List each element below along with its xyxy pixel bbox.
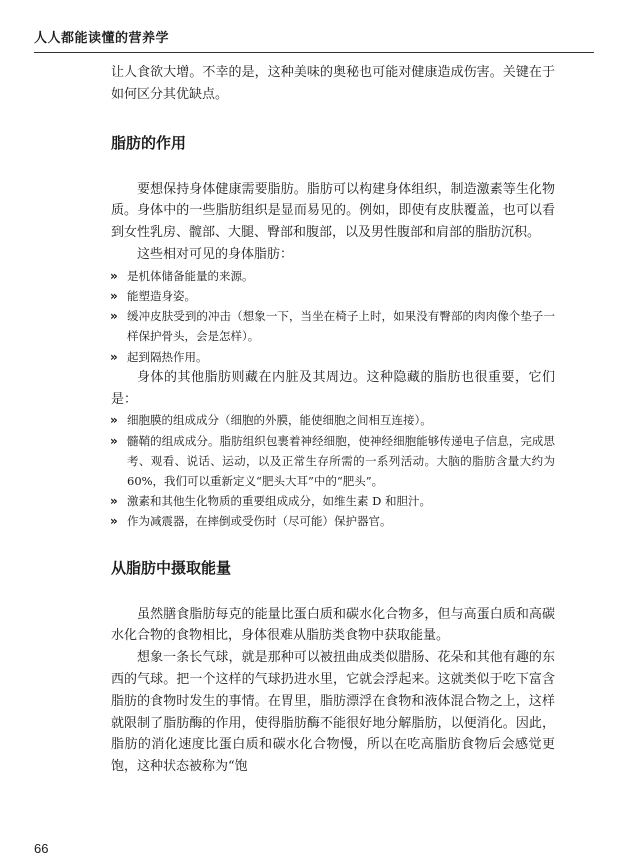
list-item: » 是机体储备能量的来源。 (110, 266, 555, 286)
bullet-icon: » (110, 288, 118, 303)
bullet-icon: » (110, 413, 118, 428)
section-heading-energy-from-fat: 从脂肪中摄取能量 (111, 559, 232, 577)
list-item: » 激素和其他生化物质的重要组成成分，如维生素 D 和胆汁。 (110, 491, 555, 511)
header-rule (34, 52, 594, 53)
bullet-icon: » (110, 349, 118, 364)
list-item: » 能塑造身姿。 (110, 286, 555, 306)
bullet-icon: » (110, 494, 118, 509)
list-item: » 缓冲皮肤受到的冲击（想象一下，当坐在椅子上时，如果没有臀部的肉肉像个垫子一样保护骨头，会是怎样）。 (110, 306, 555, 346)
list-item: » 细胞膜的组成成分（细胞的外膜，能使细胞之间相互连接）。 (110, 410, 555, 430)
paragraph: 要想保持身体健康需要脂肪。脂肪可以构建身体组织，制造激素等生化物质。身体中的一些脂肪组织是显而易见的。例如，即使有皮肤覆盖，也可以看到女性乳房、髋部、大腿、臀部和腹部，以及男性腹部和肩部的脂肪沉积。 (111, 181, 555, 241)
paragraph: 这些相对可见的身体脂肪： (137, 246, 294, 262)
list-item: » 髓鞘的组成成分。脂肪组织包裹着神经细胞，使神经细胞能够传递电子信息，完成思考、观看、说话、运动，以及正常生存所需的一系列活动。大脑的脂肪含量大约为60%，我们可以重新定义“肥头大耳”中的“肥头”。 (110, 431, 555, 492)
bullet-icon: » (110, 433, 118, 448)
bullet-icon: » (110, 309, 118, 324)
paragraph: 虽然膳食脂肪每克的能量比蛋白质和碳水化合物多，但与高蛋白质和高碳水化合物的食物相比，身体很难从脂肪类食物中获取能量。 (111, 606, 555, 644)
bullet-icon: » (110, 514, 118, 529)
paragraph: 想象一条长气球，就是那种可以被扭曲成类似腊肠、花朵和其他有趣的东西的气球。把一个这样的气球扔进水里，它就会浮起来。这就类似于吃下富含脂肪的食物时发生的事情。在胃里，脂肪漂浮在食物和液体混合物之上，这样就限制了脂肪酶的作用，使得脂肪酶不能很好地分解脂肪，以便消化。因此，脂肪的消化速度比蛋白质和碳水化合物慢，所以在吃高脂肪食物后会感觉更饱，这种状态被称为“饱 (111, 650, 555, 775)
section-heading-fat-functions: 脂肪的作用 (111, 134, 187, 152)
bullet-icon: » (110, 268, 118, 283)
list-item: » 起到隔热作用。 (110, 347, 555, 367)
page-body (111, 62, 555, 778)
running-head: 人人都能读懂的营养学 (34, 30, 170, 45)
intro-paragraph: 让人食欲大增。不幸的是，这种美味的奥秘也可能对健康造成伤害。关键在于如何区分其优缺点。 (111, 65, 555, 102)
list-item: » 作为减震器，在摔倒或受伤时（尽可能）保护器官。 (110, 511, 555, 531)
page-number: 66 (34, 841, 49, 856)
hidden-fat-list (110, 410, 555, 531)
visible-fat-list (110, 266, 555, 367)
paragraph: 身体的其他脂肪则藏在内脏及其周边。这种隐藏的脂肪也很重要，它们是： (111, 369, 555, 407)
